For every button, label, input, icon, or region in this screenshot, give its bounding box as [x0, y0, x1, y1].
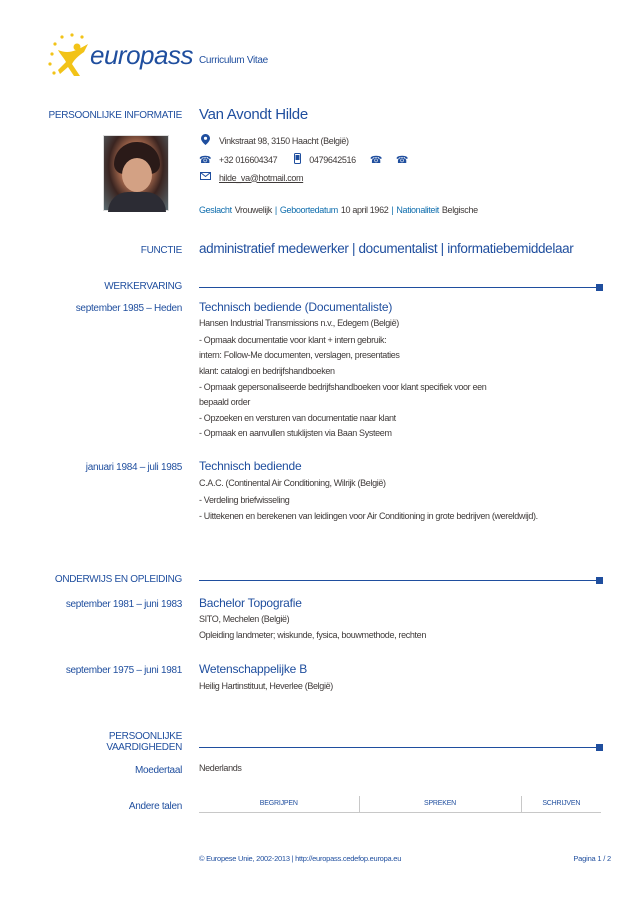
birth-label: Geboortedatum [279, 205, 338, 215]
section-label-function: FUNCTIE [140, 245, 182, 256]
photo-face-shape [122, 158, 152, 192]
rule-end-square [596, 577, 603, 584]
section-label-experience: WERKERVARING [104, 281, 182, 292]
nationality-label: Nationaliteit [396, 205, 439, 215]
footer-copyright: © Europese Unie, 2002-2013 | http://europass.cedefop.europa.eu [199, 854, 402, 863]
phone-row [199, 153, 408, 167]
education-dates: september 1981 – juni 1983 [65, 599, 182, 610]
rule-end-square [596, 284, 603, 291]
education-school: Heilig Hartinstituut, Heverlee (België) [199, 681, 333, 691]
experience-employer: C.A.C. (Continental Air Conditioning, Wilrijk (België) [199, 478, 386, 488]
mother-tongue-value: Nederlands [199, 763, 242, 773]
function-value: administratief medewerker | documentalist | informatiebemiddelaar [199, 241, 574, 256]
experience-line: klant: catalogi en bedrijfshandboeken [199, 366, 335, 376]
experience-title: Technisch bediende [199, 459, 302, 473]
language-table [199, 796, 601, 813]
column-header: BEGRIJPEN [199, 796, 359, 812]
section-rule [199, 580, 596, 581]
experience-title: Technisch bediende (Documentaliste) [199, 300, 393, 314]
section-label-education: ONDERWIJS EN OPLEIDING [54, 574, 182, 585]
separator: | [391, 205, 394, 215]
doc-title: Curriculum Vitae [199, 55, 268, 66]
education-title: Wetenschappelijke B [199, 662, 308, 676]
birth-value: 10 april 1962 [340, 205, 389, 215]
email-row [199, 172, 303, 183]
experience-line: intern: Follow-Me documenten, verslagen, presentaties [199, 350, 400, 360]
column-header: SPREKEN [359, 796, 521, 812]
section-label-skills-2: VAARDIGHEDEN [106, 742, 182, 753]
personal-details-row [199, 205, 478, 215]
section-rule [199, 747, 596, 748]
other-languages-label: Andere talen [128, 801, 182, 812]
europass-logo [44, 32, 194, 82]
education-detail: Opleiding landmeter; wiskunde, fysica, bouwmethode, rechten [199, 630, 426, 640]
experience-dates: januari 1984 – juli 1985 [85, 462, 182, 473]
logo-text: europass [90, 40, 193, 70]
photo-shoulders-shape [108, 192, 166, 212]
phone1-text: +32 016604347 [219, 155, 278, 165]
mobile-phone-icon [291, 153, 303, 167]
education-title: Bachelor Topografie [199, 596, 302, 610]
column-header: SCHRIJVEN [521, 796, 601, 812]
phone-icon-extra1: ☎ [369, 154, 382, 166]
phone-icon: ☎ [199, 154, 212, 166]
experience-line: - Opmaak gepersonaliseerde bedrijfshandboeken voor klant specifiek voor een [199, 382, 487, 392]
education-dates: september 1975 – juni 1981 [65, 665, 182, 676]
email-link[interactable]: hilde_va@hotmail.com [219, 172, 304, 183]
phone2-text: 0479642516 [309, 155, 356, 165]
location-pin-icon [199, 134, 211, 148]
envelope-icon [199, 172, 211, 183]
footer-page-number: Pagina 1 / 2 [573, 854, 611, 863]
experience-dates: september 1985 – Heden [75, 303, 182, 314]
person-name: Van Avondt Hilde [199, 106, 308, 123]
separator: | [274, 205, 277, 215]
address-row [199, 134, 349, 148]
experience-employer: Hansen Industrial Transmissions n.v., Edegem (België) [199, 318, 399, 328]
experience-line: - Opmaak en aanvullen stuklijsten via Baan Systeem [199, 428, 392, 438]
experience-line: - Opmaak documentatie voor klant + intern gebruik: [199, 335, 387, 345]
section-label-personal: PERSOONLIJKE INFORMATIE [48, 110, 182, 121]
nationality-value: Belgische [441, 205, 478, 215]
education-school: SITO, Mechelen (België) [199, 614, 290, 624]
phone-icon-extra2: ☎ [395, 154, 408, 166]
language-table-header [199, 796, 601, 812]
gender-value: Vrouwelijk [234, 205, 272, 215]
section-label-skills-1: PERSOONLIJKE [108, 731, 182, 742]
address-text: Vinkstraat 98, 3150 Haacht (België) [219, 136, 349, 146]
gender-label: Geslacht [199, 205, 232, 215]
section-rule [199, 287, 596, 288]
mother-tongue-label: Moedertaal [134, 765, 182, 776]
experience-line: - Verdeling briefwisseling [199, 495, 290, 505]
profile-photo [103, 135, 169, 211]
experience-line: - Opzoeken en versturen van documentatie naar klant [199, 413, 396, 423]
experience-line: - Uittekenen en berekenen van leidingen voor Air Conditioning in grote bedrijven (wereldwijd). [199, 511, 538, 521]
experience-line: bepaald order [199, 397, 250, 407]
rule-end-square [596, 744, 603, 751]
